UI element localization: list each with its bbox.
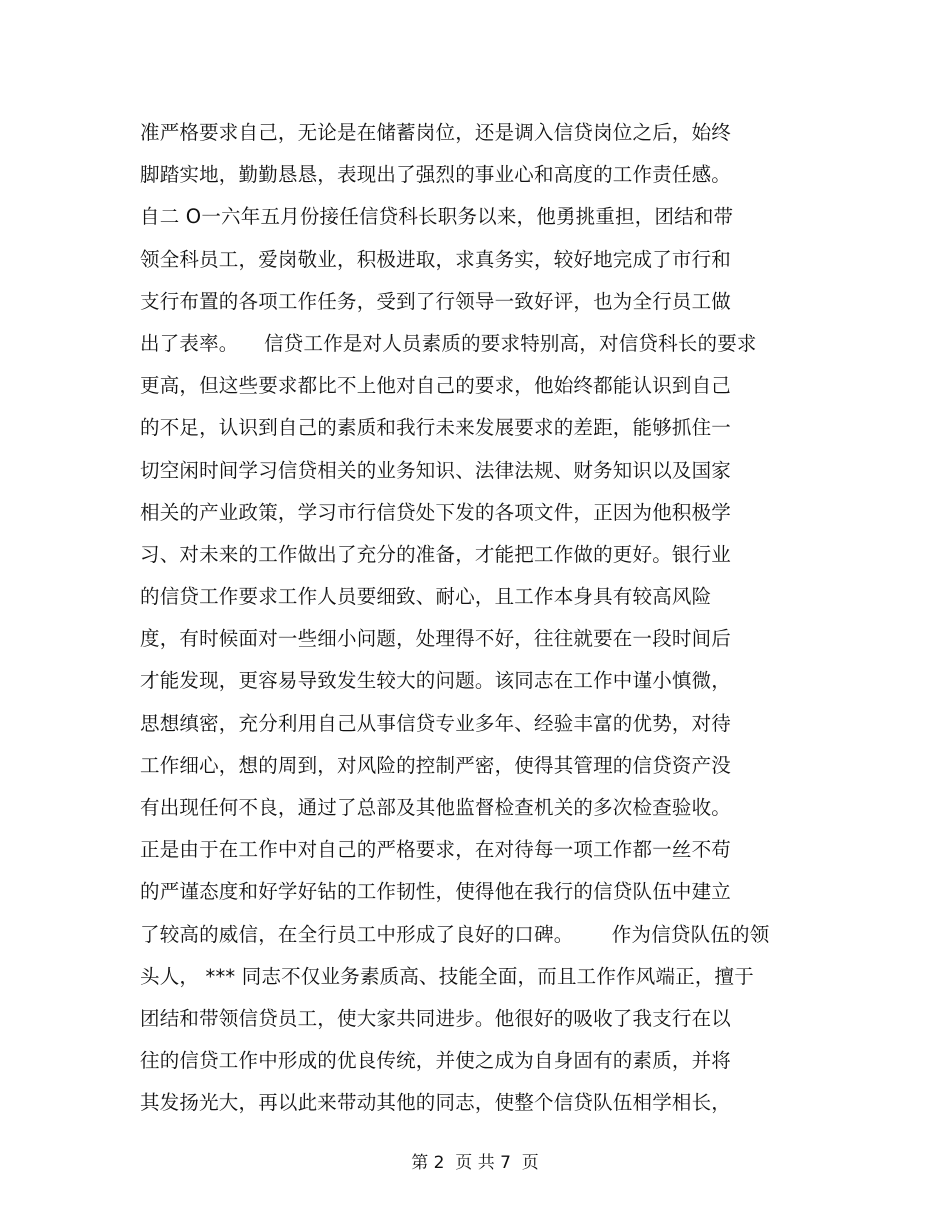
text-line: 工作细心，想的周到，对风险的控制严密，使得其管理的信贷资产没: [140, 753, 732, 777]
text-line: 准严格要求自己，无论是在储蓄岗位，还是调入信贷岗位之后，始终: [140, 121, 732, 144]
text-line: 的不足，认识到自己的素质和我行未来发展要求的差距，能够抓住一: [140, 416, 732, 440]
text-line: 有出现任何不良，通过了总部及其他监督检查机关的多次检查验收。: [140, 796, 732, 819]
text-line: 支行布置的各项工作任务，受到了行领导一致好评，也为全行员工做: [140, 289, 732, 313]
page-number-footer: 第 2 页 共 7 页: [411, 1153, 539, 1173]
text-line: 切空闲时间学习信贷相关的业务知识、法律法规、财务知识以及国家: [140, 458, 732, 482]
text-line: 更高，但这些要求都比不上他对自己的要求，他始终都能认识到自己: [140, 374, 732, 398]
text-line: 思想缜密，充分利用自己从事信贷专业多年、经验丰富的优势，对待: [140, 711, 732, 735]
text-line: 的信贷工作要求工作人员要细致、耐心，且工作本身具有较高风险: [140, 585, 712, 609]
text-line: 的严谨态度和好学好钻的工作韧性，使得他在我行的信贷队伍中建立: [140, 880, 732, 904]
text-line: 头人， *** 同志不仅业务素质高、技能全面，而且工作作风端正，擅于: [140, 964, 754, 988]
text-line: 正是由于在工作中对自己的严格要求，在对待每一项工作都一丝不苟: [140, 838, 732, 862]
text-line: 其发扬光大，再以此来带动其他的同志，使整个信贷队伍相学相长，: [140, 1091, 732, 1115]
text-line: 领全科员工，爱岗敬业，积极进取，求真务实，较好地完成了市行和: [140, 247, 732, 271]
text-line: 度，有时候面对一些细小问题，处理得不好，往往就要在一段时间后: [140, 627, 732, 651]
text-line: 自二 O一六年五月份接任信贷科长职务以来，他勇挑重担，团结和带: [140, 205, 734, 229]
text-line: 习、对未来的工作做出了充分的准备，才能把工作做的更好。银行业: [140, 542, 732, 566]
text-line: 脚踏实地，勤勤恳恳，表现出了强烈的事业心和高度的工作责任感。: [140, 163, 732, 187]
body-text: [140, 112, 840, 1125]
text-line: 出了表率。 信贷工作是对人员素质的要求特别高，对信贷科长的要求: [140, 331, 757, 355]
text-line: 往的信贷工作中形成的优良传统，并使之成为自身固有的素质，并将: [140, 1049, 732, 1073]
text-line: 相关的产业政策，学习市行信贷处下发的各项文件，正因为他积极学: [140, 500, 732, 524]
text-line: 才能发现，更容易导致发生较大的问题。该同志在工作中谨小慎微，: [140, 669, 732, 693]
text-line: 团结和带领信贷员工，使大家共同进步。他很好的吸收了我支行在以: [140, 1006, 732, 1030]
text-line: 了较高的威信，在全行员工中形成了良好的口碑。 作为信贷队伍的领: [140, 922, 770, 946]
